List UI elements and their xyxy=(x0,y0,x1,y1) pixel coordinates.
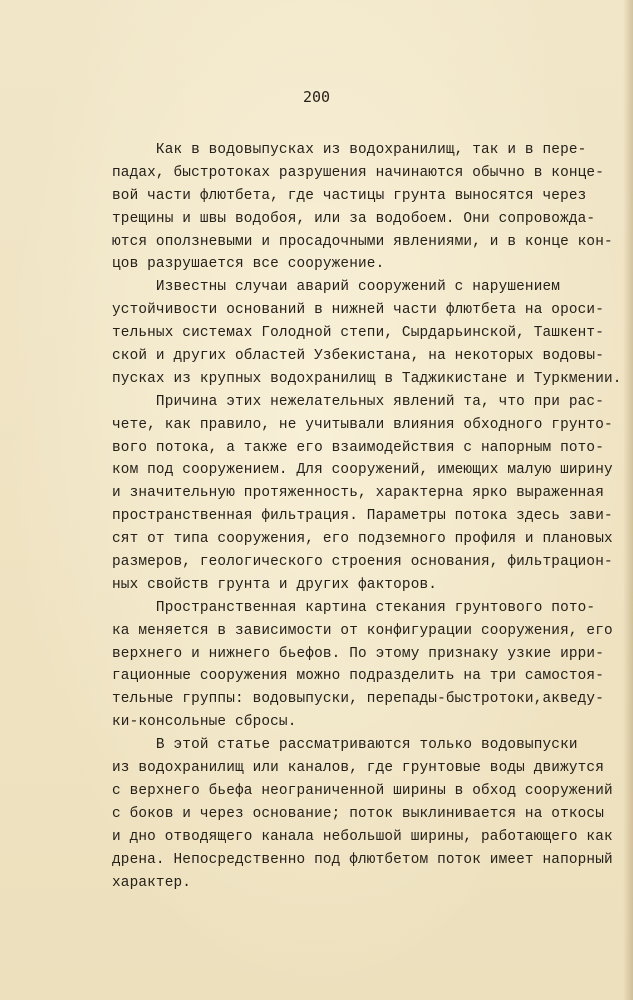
text-line: пространственная фильтрация. Параметры потока здесь зави- xyxy=(112,508,613,525)
text-line: ской и других областей Узбекистана, на некоторых водовы- xyxy=(112,348,605,365)
text-line: дрена. Непосредственно под флютбетом поток имеет напорный xyxy=(112,851,613,868)
text-line: цов разрушается все сооружение. xyxy=(112,256,385,273)
text-line: верхнего и нижнего бьефов. По этому признаку узкие ирри- xyxy=(112,645,605,662)
text-line: Как в водовыпусках из водохранилищ, так и в пере- xyxy=(112,142,587,158)
text-line: ка меняется в зависимости от конфигурации сооружения, его xyxy=(112,622,613,639)
text-line: ются оползневыми и просадочными явлениями, и в конце кон- xyxy=(112,233,613,250)
text-line: размеров, геологического строения основания, фильтрацион- xyxy=(112,554,613,571)
text-line: пусках из крупных водохранилищ в Таджикистане и Туркмении. xyxy=(112,370,622,387)
body-text xyxy=(112,139,627,894)
text-line: трещины и швы водобоя, или за водобоем. Они сопровожда- xyxy=(112,210,596,227)
text-line: сят от типа сооружения, его подземного профиля и плановых xyxy=(112,531,613,548)
text-line: и значительную протяженность, характерна ярко выраженная xyxy=(112,485,605,502)
text-line: ки-консольные сбросы. xyxy=(112,714,297,731)
text-line: тельные группы: водовыпуски, перепады-быстротоки,акведу- xyxy=(112,691,605,708)
text-line: вого потока, а также его взаимодействия с напорным пото- xyxy=(112,439,605,456)
text-line: с боков и через основание; поток выклинивается на откосы xyxy=(112,805,605,822)
text-line: и дно отводящего канала небольшой ширины, работающего как xyxy=(112,828,613,845)
text-line: ком под сооружением. Для сооружений, имеющих малую ширину xyxy=(112,462,613,479)
text-line: В этой статье рассматриваются только водовыпуски xyxy=(112,737,578,754)
text-line: из водохранилищ или каналов, где грунтовые воды движутся xyxy=(112,760,605,777)
text-line: Причина этих нежелательных явлений та, что при рас- xyxy=(112,393,605,410)
text-line: ных свойств грунта и других факторов. xyxy=(112,576,438,593)
text-line: тельных системах Голодной степи, Сырдарьинской, Ташкент- xyxy=(112,325,605,342)
text-line: чете, как правило, не учитывали влияния обходного грунто- xyxy=(112,416,613,433)
text-line: гационные сооружения можно подразделить на три самостоя- xyxy=(112,668,605,685)
text-line: Пространственная картина стекания грунтового пото- xyxy=(112,599,596,616)
page-number: 200 xyxy=(302,88,331,106)
text-line: Известны случаи аварий сооружений с нарушением xyxy=(112,279,561,296)
text-line: характер. xyxy=(112,874,192,891)
text-line: с верхнего бьефа неограниченной ширины в обход сооружений xyxy=(112,782,613,799)
text-line: устойчивости оснований в нижней части флютбета на ороси- xyxy=(112,302,605,319)
text-line: падах, быстротоках разрушения начинаются обычно в конце- xyxy=(112,164,605,181)
text-line: вой части флютбета, где частицы грунта выносятся через xyxy=(112,187,587,204)
